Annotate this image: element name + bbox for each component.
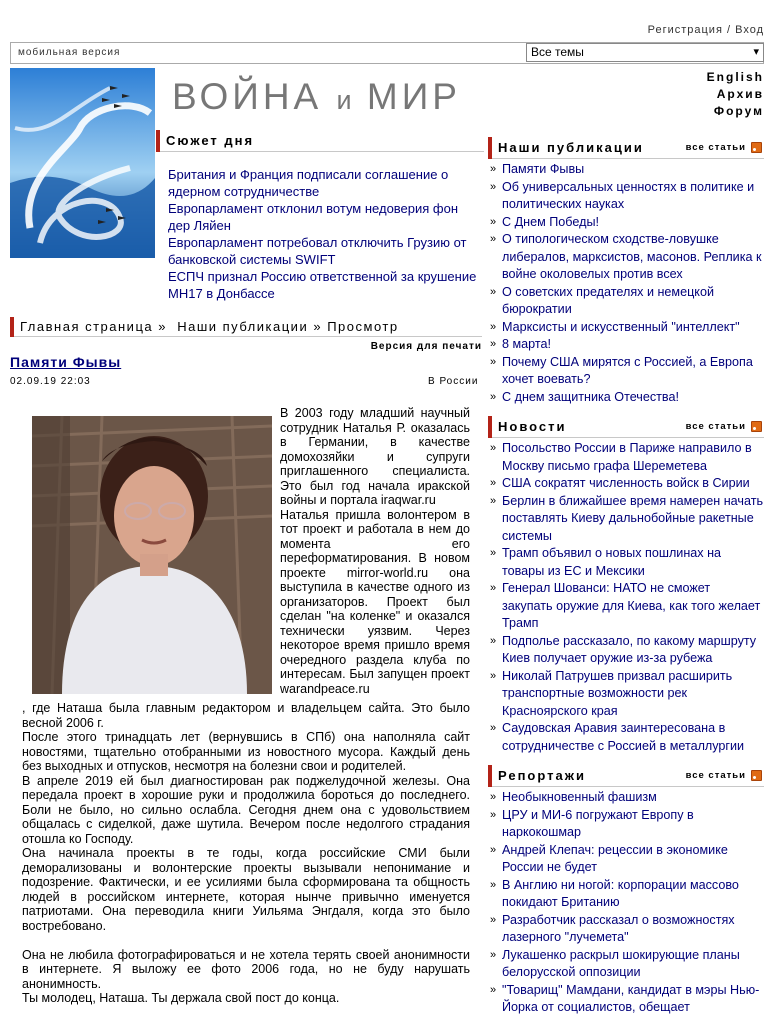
nav-forum[interactable]: Форум [713,104,764,118]
article-paragraph: , где Наташа была главным редактором и владельцем сайта. Это было весной 2006 г. [22,701,470,730]
publication-link[interactable]: О советских предателях и немецкой бюрократии [502,284,714,316]
list-item [488,545,764,580]
article-text-beside-photo [280,406,470,696]
nav-english[interactable]: English [706,70,764,84]
list-item [488,877,764,912]
news-list [488,440,764,755]
report-link[interactable]: Андрей Клепач: рецессии в экономике России не будет [502,842,728,874]
article-paragraph: Ты молодец, Наташа. Ты держала свой пост до конца. [22,991,340,1005]
publications-all-link[interactable]: все статьи [685,142,746,153]
publication-link[interactable]: О типологическом сходстве-ловушке либералов, марксистов, масонов. Реплика к войне околовелых против всех [502,232,762,281]
publications-heading-text: Наши публикации [498,140,644,155]
list-item [488,319,764,337]
reports-heading-text: Репортажи [498,768,586,783]
publication-link[interactable]: С днем защитника Отечества! [502,389,679,404]
news-link[interactable]: Посольство России в Париже направило в Москву письмо графа Шереметева [502,441,752,473]
site-title-and: и [336,85,353,115]
news-link[interactable]: США сократят численность войск в Сирии [502,476,750,490]
login-link[interactable]: Вход [735,24,764,36]
list-item [488,807,764,842]
report-link[interactable]: В Англию ни ногой: корпорации массово покидают Британию [502,877,739,909]
publications-section [488,137,764,406]
list-item [168,166,482,200]
article-paragraph: После этого тринадцать лет (вернувшись в СПб) она наполняла сайт новостями, тщательно отобранными из новостного мусора. Каждый день без выходных и отпусков, несмотря на болезни свои и родителей. [22,730,470,773]
publications-heading [488,137,764,159]
news-link[interactable]: Генерал Шованси: НАТО не сможет закупать оружие для Киева, как того желает Трамп [502,581,761,630]
news-link[interactable]: Саудовская Аравия заинтересована в сотрудничестве с Россией в металлургии [502,721,745,753]
publication-link[interactable]: С Днем Победы! [502,214,599,229]
breadcrumb [10,317,482,337]
article-paragraph: Она не любила фотографироваться и не хотела терять своей анонимности в интернете. Я выложу ее фото 2006 года, но не буду нарушать анонимность. [22,947,470,991]
article-paragraph: В 2003 году младший научный сотрудник Наталья Р. оказалась в Германии, в качестве домохозяйки и супруги приглашенного специалиста. Это был год начала иракской войны и портала iraqwar.ru [280,406,470,507]
nav-archive[interactable]: Архив [716,87,764,101]
publication-link[interactable]: Марксисты и искусственный "интеллект" [502,319,740,334]
list-item [488,493,764,546]
report-link[interactable]: Разработчик рассказал о возможностях лазерного "лучемета" [502,912,735,944]
report-link[interactable]: "Товарищ" Мамдани, кандидат в мэры Нью-Йорка от социалистов, обещает [502,982,760,1014]
mobile-version-link[interactable]: мобильная версия [18,47,121,58]
list-item [488,720,764,755]
site-logo[interactable] [10,68,155,258]
report-link[interactable]: Необыкновенный фашизм [502,790,657,804]
reports-list [488,789,764,1017]
list-item [488,668,764,721]
list-item [168,200,482,234]
topics-select[interactable] [526,43,764,62]
report-link[interactable]: ЦРУ и МИ-6 погружают Европу в наркокошмар [502,807,694,839]
breadcrumb-sep: » [158,319,167,334]
publication-link[interactable]: Об универсальных ценностях в политике и политических науках [502,179,755,211]
list-item [488,475,764,493]
story-of-day-list [168,166,482,302]
article-body [22,701,470,1006]
list-item [488,842,764,877]
site-title-peace: МИР [366,76,461,117]
rss-icon[interactable] [751,142,762,153]
reports-heading [488,765,764,787]
reports-section [488,765,764,1017]
breadcrumb-sep: » [313,319,323,334]
list-item [488,336,764,354]
news-link[interactable]: Трамп объявил о новых пошлинах на товары из ЕС и Мексики [502,546,722,578]
report-link[interactable]: Лукашенко раскрыл шокирующие планы белорусской оппозиции [502,947,740,979]
list-item [168,234,482,268]
breadcrumb-current: Просмотр [327,319,399,334]
rss-icon[interactable] [751,421,762,432]
list-item [488,789,764,807]
list-item [488,912,764,947]
news-heading-text: Новости [498,419,567,434]
article-photo [32,416,272,694]
site-title-war: ВОЙНА [172,76,323,117]
list-item [488,161,764,179]
list-item [488,580,764,633]
list-item [488,231,764,284]
news-section [488,416,764,755]
list-item [488,284,764,319]
story-link[interactable]: ЕСПЧ признал Россию ответственной за крушение MH17 в Донбассе [168,269,477,301]
publication-link[interactable]: 8 марта! [502,337,552,351]
print-version-link[interactable]: Версия для печати [370,341,482,352]
news-heading [488,416,764,438]
list-item [488,947,764,982]
article-date: 02.09.19 22:03 [10,376,91,387]
reports-all-link[interactable]: все статьи [685,770,746,781]
story-link[interactable]: Европарламент потребовал отключить Грузию от банковской системы SWIFT [168,235,467,267]
account-links [648,24,764,36]
news-link[interactable]: Николай Патрушев призвал расширить транспортные возможности рек Красноярского края [502,668,733,718]
publications-list [488,161,764,406]
topics-select-value: Все темы [531,45,584,59]
article-paragraph: В апреле 2019 ей был диагностирован рак поджелудочной железы. Она передала проект в хорошие руки и продолжила бороться до последнего. Боли не было, но сильно ослабла. Сегодня днем она с удовольствием общалась с сиделкой, даже шутила. Вечером после недолгого страдания отошла ко Господу. [22,773,470,846]
news-link[interactable]: Подполье рассказало, по какому маршруту Киев получает оружие из-за рубежа [502,633,757,665]
breadcrumb-publications[interactable]: Наши публикации [177,319,309,334]
list-item [488,982,764,1017]
site-title [172,76,461,118]
article-rubric: В России [428,376,479,387]
article-paragraph: Она начинала проекты в те годы, когда российские СМИ были деморализованы и волонтерские проекты вызывали непонимание и подозрение. Фактически, и ее усилиями была сформирована та общность людей в российском интернете, которая нынче привычно именуется патриотами. Она переводила книги Уильяма Энгдаля, когда это было востребовано. [22,846,470,933]
list-item [488,440,764,475]
news-all-link[interactable]: все статьи [685,421,746,432]
article-paragraph: Наталья пришла волонтером в тот проект и работала в нем до момента его переформатирования. В новом проекте mirror-world.ru она выступила в качестве одного из организаторов. Проект был сделан "на коленке" и оказался технически уязвим. Через некоторое время пришло время очередного раздела клуба по интересам. Был запущен проект warandpeace.ru [280,507,470,696]
list-item [488,214,764,232]
list-item [488,633,764,668]
news-link[interactable]: Берлин в ближайшее время намерен начать поставлять Киеву дальнобойные ракетные системы [502,493,764,543]
publication-link[interactable]: Почему США мирятся с Россией, а Европа хочет воевать? [502,354,753,386]
list-item [488,389,764,407]
article-title[interactable]: Памяти Фывы [10,354,122,370]
register-link[interactable]: Регистрация [647,24,723,36]
list-item [168,268,482,302]
account-separator: / [726,24,732,36]
language-nav [707,69,764,120]
story-link[interactable]: Британия и Франция подписали соглашение о ядерном сотрудничестве [168,167,449,199]
list-item [488,354,764,389]
rss-icon[interactable] [751,770,762,781]
breadcrumb-home[interactable]: Главная страница [20,319,154,334]
list-item [488,179,764,214]
publication-link[interactable]: Памяти Фывы [502,162,585,176]
chevron-down-icon: ▾ [753,46,759,58]
story-link[interactable]: Европарламент отклонил вотум недоверия фон дер Ляйен [168,201,459,233]
story-of-day-heading: Сюжет дня [156,130,484,152]
